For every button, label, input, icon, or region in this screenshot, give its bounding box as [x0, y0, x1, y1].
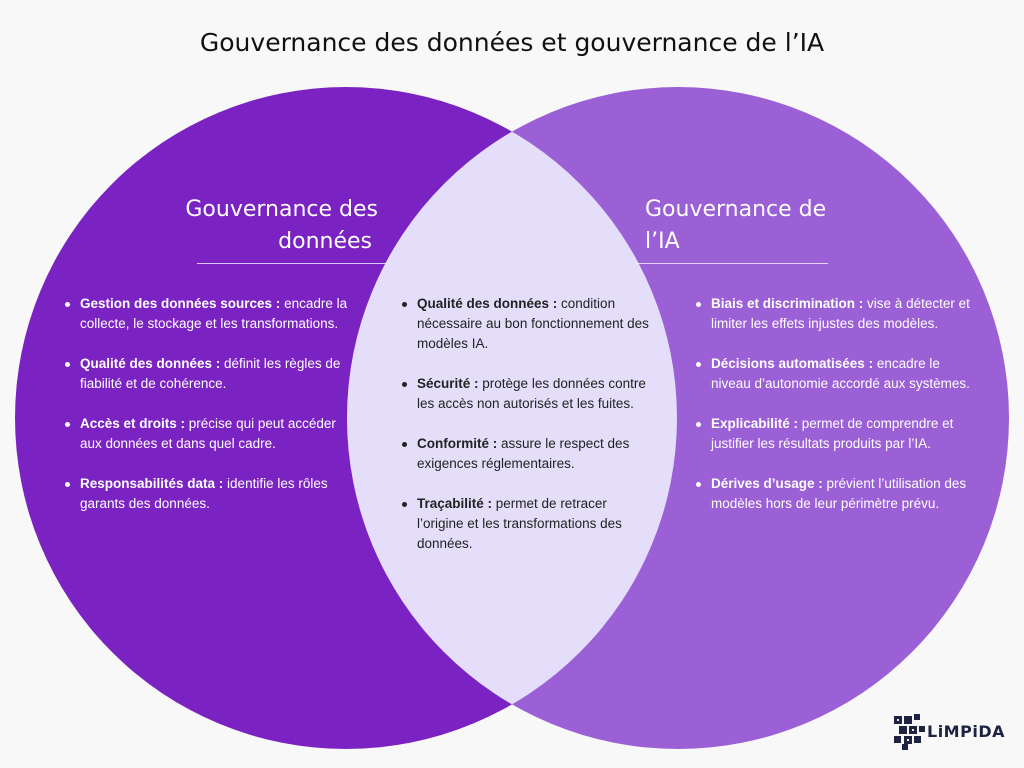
list-item [711, 414, 973, 454]
item-term: Décisions automatisées : [711, 356, 874, 371]
item-text: assure le respect des exigences réglementaires. [417, 436, 630, 471]
item-text: précise qui peut accéder aux données et dans quel cadre. [80, 416, 336, 451]
left-heading-line2: données [278, 229, 372, 254]
right-heading-line1: Gouvernance de [645, 197, 827, 222]
item-term: Qualité des données : [80, 356, 221, 371]
item-term: Accès et droits : [80, 416, 186, 431]
item-term: Conformité : [417, 436, 498, 451]
list-item [80, 414, 350, 454]
right-heading-divider [637, 263, 828, 264]
list-item [417, 434, 649, 474]
list-item [417, 494, 649, 554]
item-term: Dérives d’usage : [711, 476, 823, 491]
item-text: définit les règles de fiabilité et de cohérence. [80, 356, 341, 391]
item-text: prévient l’utilisation des modèles hors de leur périmètre prévu. [711, 476, 967, 511]
item-term: Explicabilité : [711, 416, 799, 431]
page-title: Gouvernance des données et gouvernance de l’IA [199, 28, 825, 57]
list-item [80, 474, 350, 514]
item-term: Traçabilité : [417, 496, 493, 511]
list-item [80, 354, 350, 394]
item-term: Biais et discrimination : [711, 296, 864, 311]
item-text: condition nécessaire au bon fonctionnement des modèles IA. [417, 296, 649, 351]
item-term: Sécurité : [417, 376, 479, 391]
right-heading [645, 194, 865, 258]
limpida-logo [894, 714, 1004, 750]
right-heading-line2: l’IA [645, 229, 680, 254]
left-heading [150, 194, 378, 258]
list-item [711, 474, 973, 514]
item-text: permet de comprendre et justifier les résultats produits par l’IA. [711, 416, 954, 451]
right-list [693, 294, 973, 534]
item-text: protège les données contre les accès non autorisés et les fuites. [417, 376, 646, 411]
list-item [80, 294, 350, 334]
item-text: encadre le niveau d’autonomie accordé aux systèmes. [711, 356, 970, 391]
item-text: encadre la collecte, le stockage et les transformations. [80, 296, 348, 331]
list-item [711, 354, 973, 394]
left-heading-divider [197, 263, 387, 264]
list-item [711, 294, 973, 334]
center-list [399, 294, 649, 574]
left-heading-line1: Gouvernance des [185, 197, 378, 222]
item-text: vise à détecter et limiter les effets injustes des modèles. [711, 296, 970, 331]
item-text: permet de retracer l’origine et les transformations des données. [417, 496, 622, 551]
item-term: Responsabilités data : [80, 476, 224, 491]
pixel-cross-icon [894, 714, 926, 750]
list-item [417, 294, 649, 354]
item-term: Qualité des données : [417, 296, 558, 311]
item-term: Gestion des données sources : [80, 296, 281, 311]
list-item [417, 374, 649, 414]
item-text: identifie les rôles garants des données. [80, 476, 328, 511]
left-list [62, 294, 350, 534]
logo-wordmark: LiMPiDA [927, 722, 1005, 741]
